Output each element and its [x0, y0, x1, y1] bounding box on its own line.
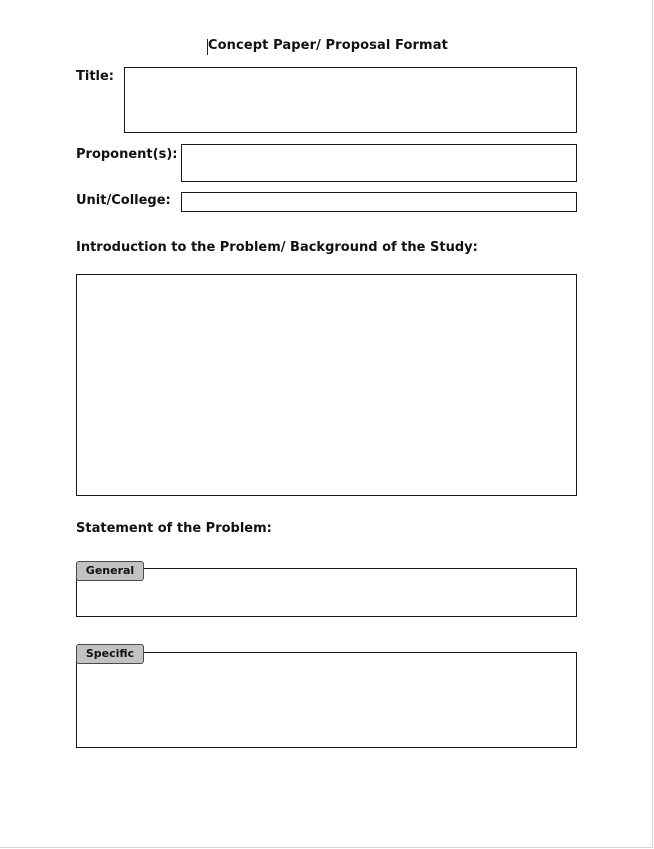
- unit-college-field[interactable]: [181, 192, 577, 212]
- general-tab[interactable]: General: [76, 561, 144, 581]
- title-label: Title:: [76, 69, 115, 84]
- introduction-field[interactable]: [76, 274, 577, 496]
- title-field[interactable]: [124, 67, 577, 133]
- unit-college-label: Unit/College:: [76, 193, 171, 208]
- statement-label: Statement of the Problem:: [76, 521, 272, 536]
- proponents-field[interactable]: [181, 144, 577, 182]
- specific-field[interactable]: [76, 652, 577, 748]
- proponents-label: Proponent(s):: [76, 147, 178, 162]
- document-heading: Concept Paper/ Proposal Format: [208, 38, 448, 53]
- general-field[interactable]: [76, 568, 577, 617]
- specific-tab[interactable]: Specific: [76, 644, 144, 664]
- introduction-label: Introduction to the Problem/ Background of the Study:: [76, 240, 478, 255]
